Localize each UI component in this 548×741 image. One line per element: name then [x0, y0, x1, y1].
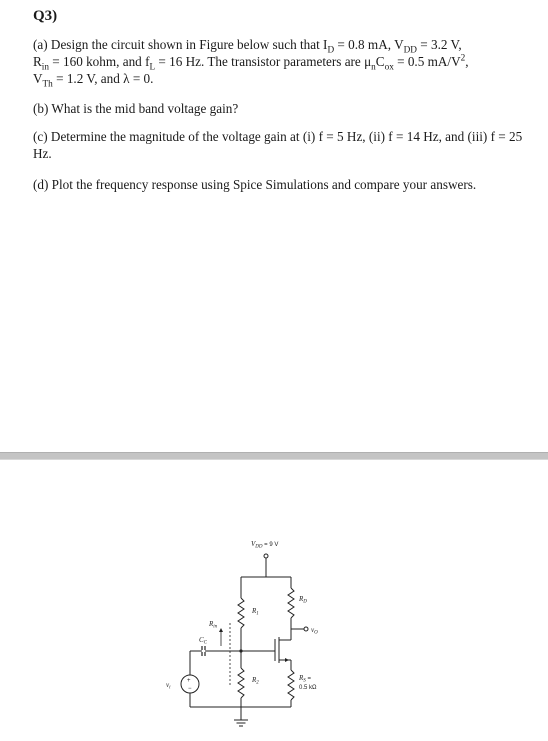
r2-resistor	[238, 668, 244, 698]
rs-value: 0.5 kΩ	[299, 685, 317, 691]
nmos-transistor	[275, 637, 291, 663]
circuit-diagram	[0, 460, 548, 741]
vi-minus: −	[188, 686, 192, 692]
r1-resistor	[238, 598, 244, 628]
document-page-bottom	[0, 460, 548, 741]
rd-label: $R_D$	[299, 595, 307, 605]
rs-resistor	[288, 670, 294, 700]
r2-label: $R_2$	[252, 676, 259, 686]
question-part-d: (d) Plot the frequency response using Spice Simulations and compare your answers.	[33, 177, 477, 192]
cc-label: $C_C$	[199, 636, 208, 646]
page-separator	[0, 452, 548, 460]
ground-symbol	[234, 720, 248, 726]
vo-terminal	[304, 627, 308, 631]
question-part-a: (a) Design the circuit shown in Figure below such that $I_D = 0.8$ mA, $V_{DD} = 3.2$ V, $R_{in} = 160$ kohm, and $f_L = 16$ Hz. The transistor parameters are $\mu_nC_{ox} = 0.5$ $mA/V^2$, $V_{Th} = 1.2$ V, and λ = 0.	[33, 37, 469, 89]
vo-label: $v_O$	[311, 626, 318, 636]
question-part-b: (b) What is the mid band voltage gain?	[33, 101, 239, 116]
rin-label: $R_{in}$	[209, 620, 218, 630]
r1-label: $R_1$	[252, 607, 259, 617]
vdd-label: $V_{DD} = 9$ V	[251, 540, 279, 550]
vdd-terminal	[264, 554, 268, 558]
vi-plus: +	[187, 678, 191, 684]
vi-label: $v_i$	[166, 681, 171, 691]
rs-label: $R_S$ =	[299, 674, 311, 684]
question-title: Q3)	[33, 8, 58, 24]
question-part-c: (c) Determine the magnitude of the voltage gain at (i) f = 5 Hz, (ii) f = 14 Hz, and (iii) f = 25 Hz.	[33, 129, 523, 161]
rd-resistor	[288, 588, 294, 618]
